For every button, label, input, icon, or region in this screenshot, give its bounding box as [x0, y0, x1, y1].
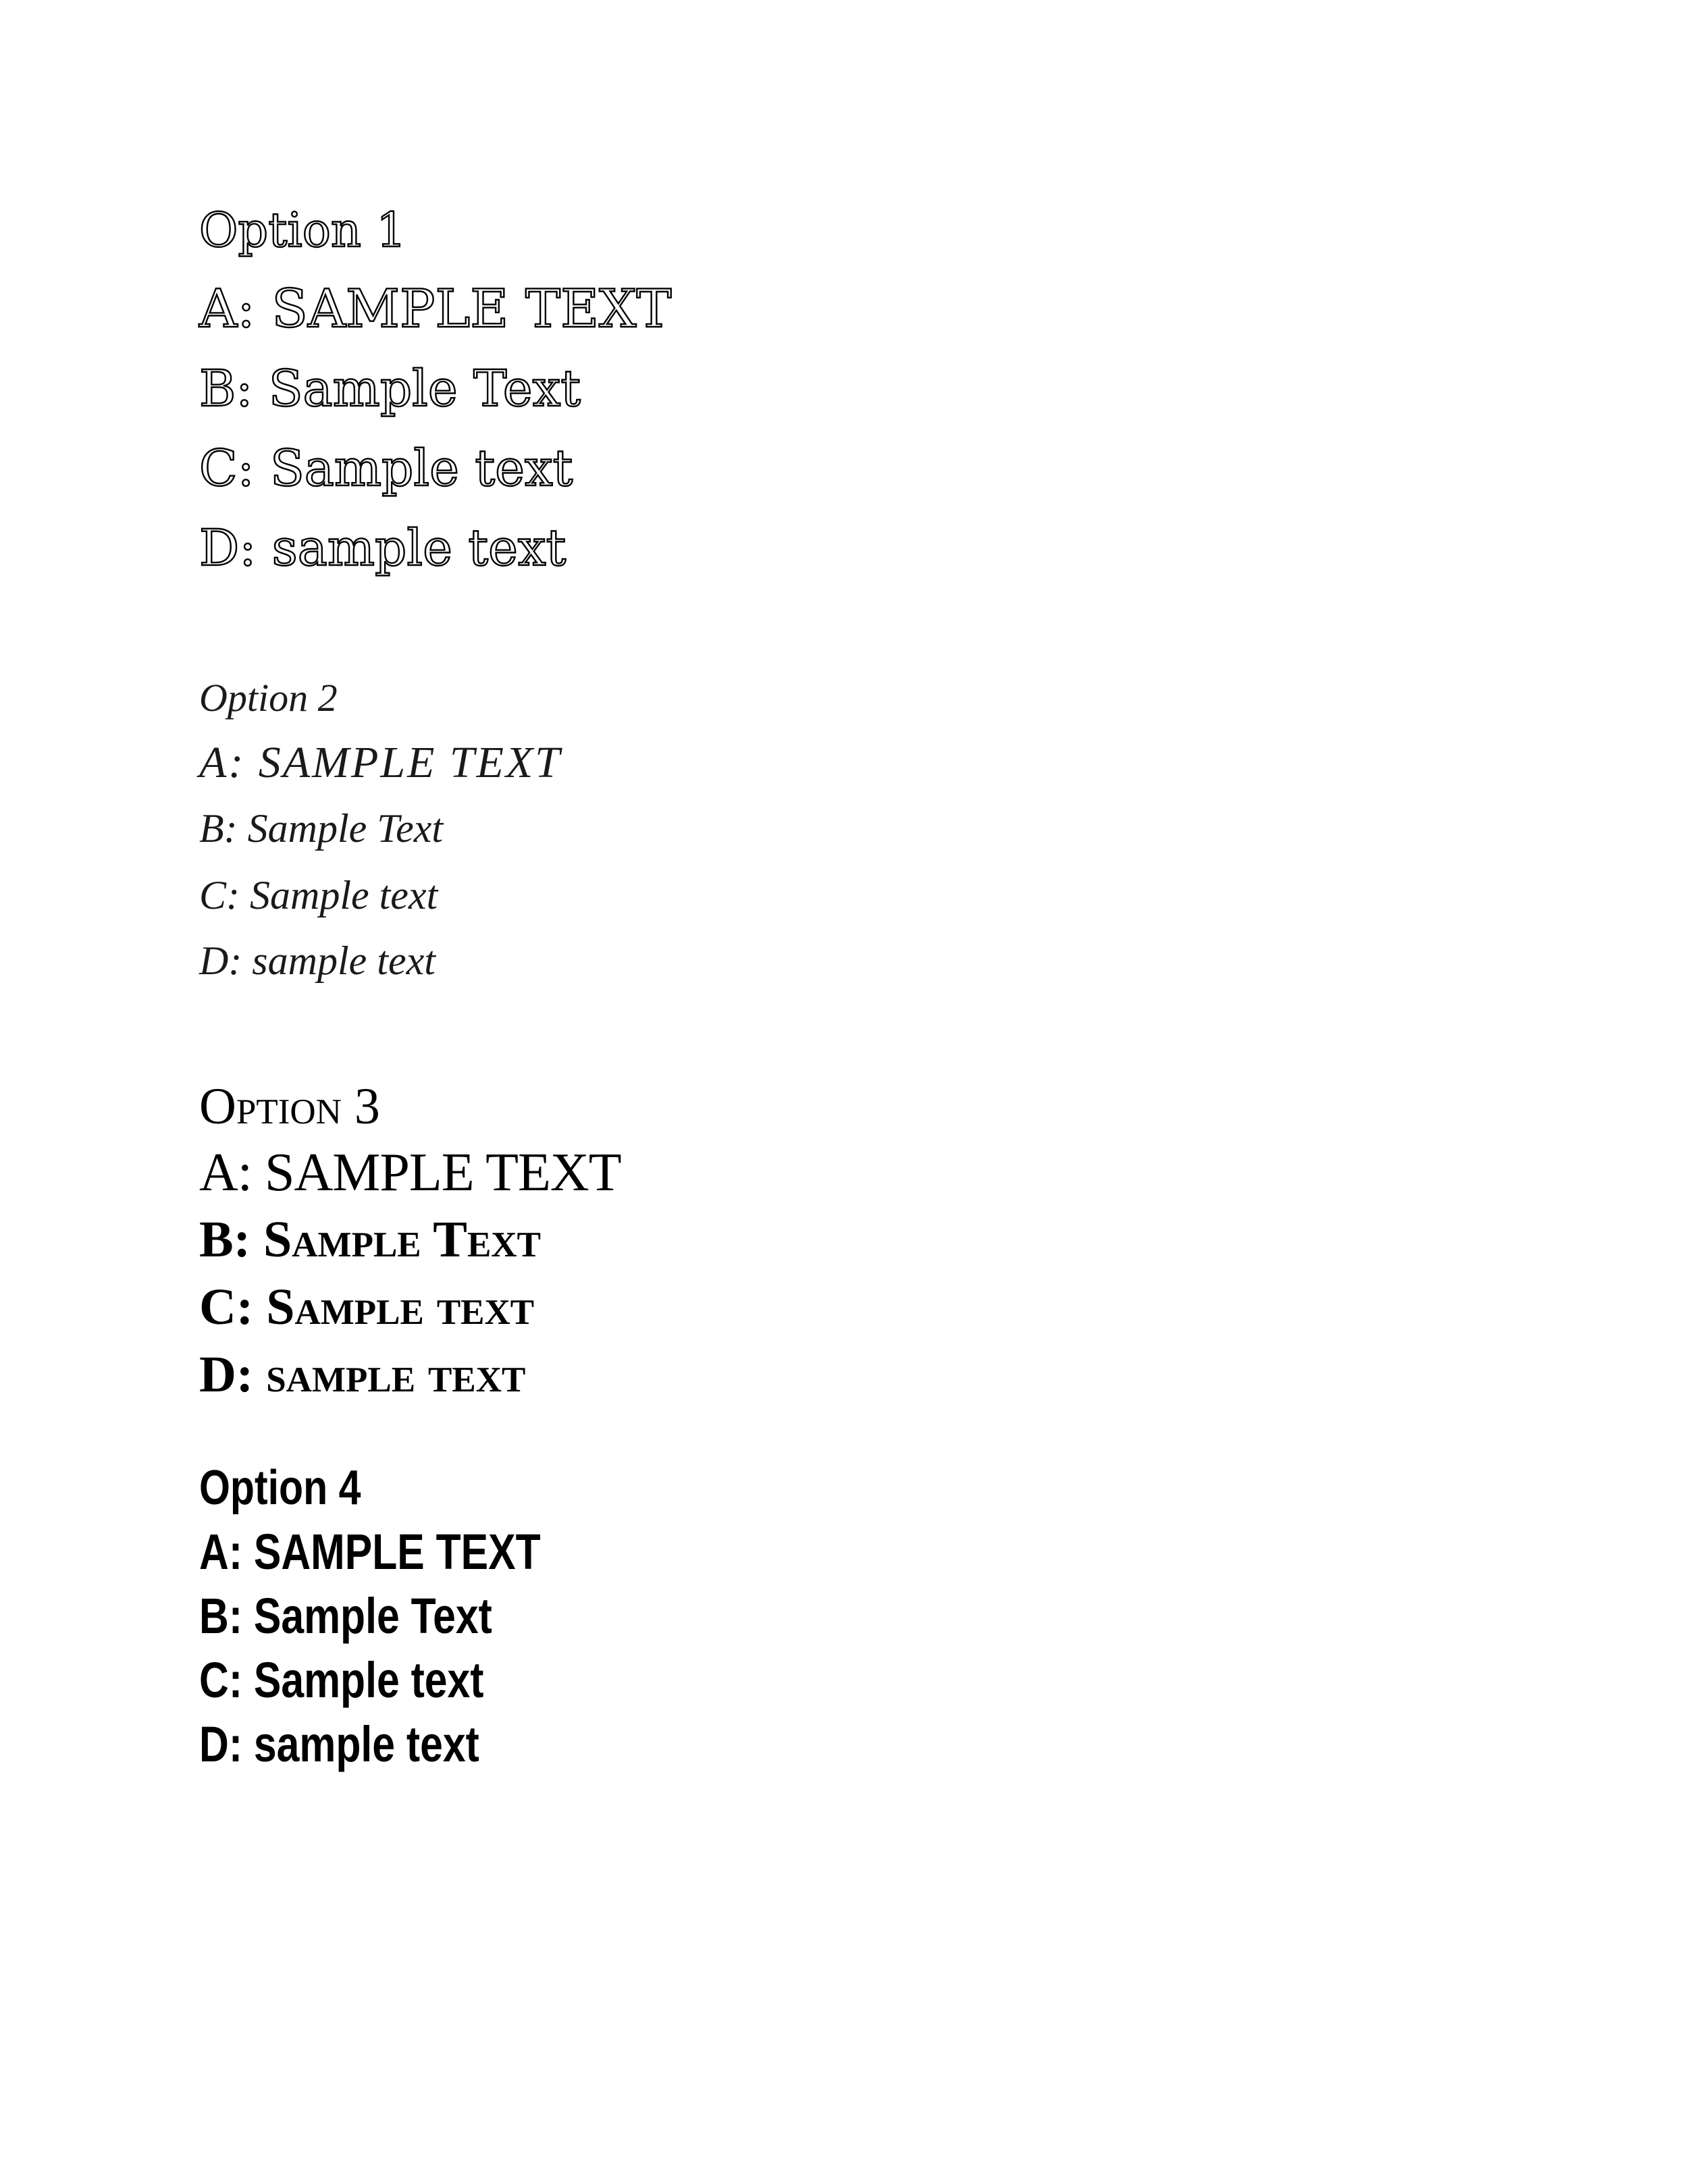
option-1-line-a: A: SAMPLE TEXT: [199, 279, 672, 340]
option-3-line-b: B: Sample Text: [199, 1211, 541, 1268]
option-2-line-c: C: Sample text: [199, 873, 438, 917]
option-4-line-d: D: sample text: [199, 1716, 479, 1772]
option-3-line-d: D: sample text: [199, 1346, 526, 1403]
option-2-line-d: D: sample text: [199, 938, 436, 983]
option-3-heading: Option 3: [199, 1078, 380, 1135]
option-1-line-c: C: Sample text: [199, 440, 573, 498]
option-4-line-b: B: Sample Text: [199, 1588, 492, 1644]
option-1-heading: Option 1: [199, 203, 406, 258]
option-3-line-a: A: SAMPLE TEXT: [199, 1143, 621, 1202]
option-4-line-c: C: Sample text: [199, 1652, 484, 1708]
option-1-line-b: B: Sample Text: [199, 360, 581, 418]
option-4-line-a: A: SAMPLE TEXT: [199, 1524, 541, 1580]
option-2-line-a: A: SAMPLE TEXT: [199, 738, 562, 787]
option-1-line-d: D: sample text: [199, 519, 566, 577]
option-2-line-b: B: Sample Text: [199, 806, 444, 851]
option-2-heading: Option 2: [199, 676, 338, 720]
option-4-heading: Option 4: [199, 1461, 361, 1515]
option-3-line-c: C: Sample text: [199, 1279, 535, 1335]
